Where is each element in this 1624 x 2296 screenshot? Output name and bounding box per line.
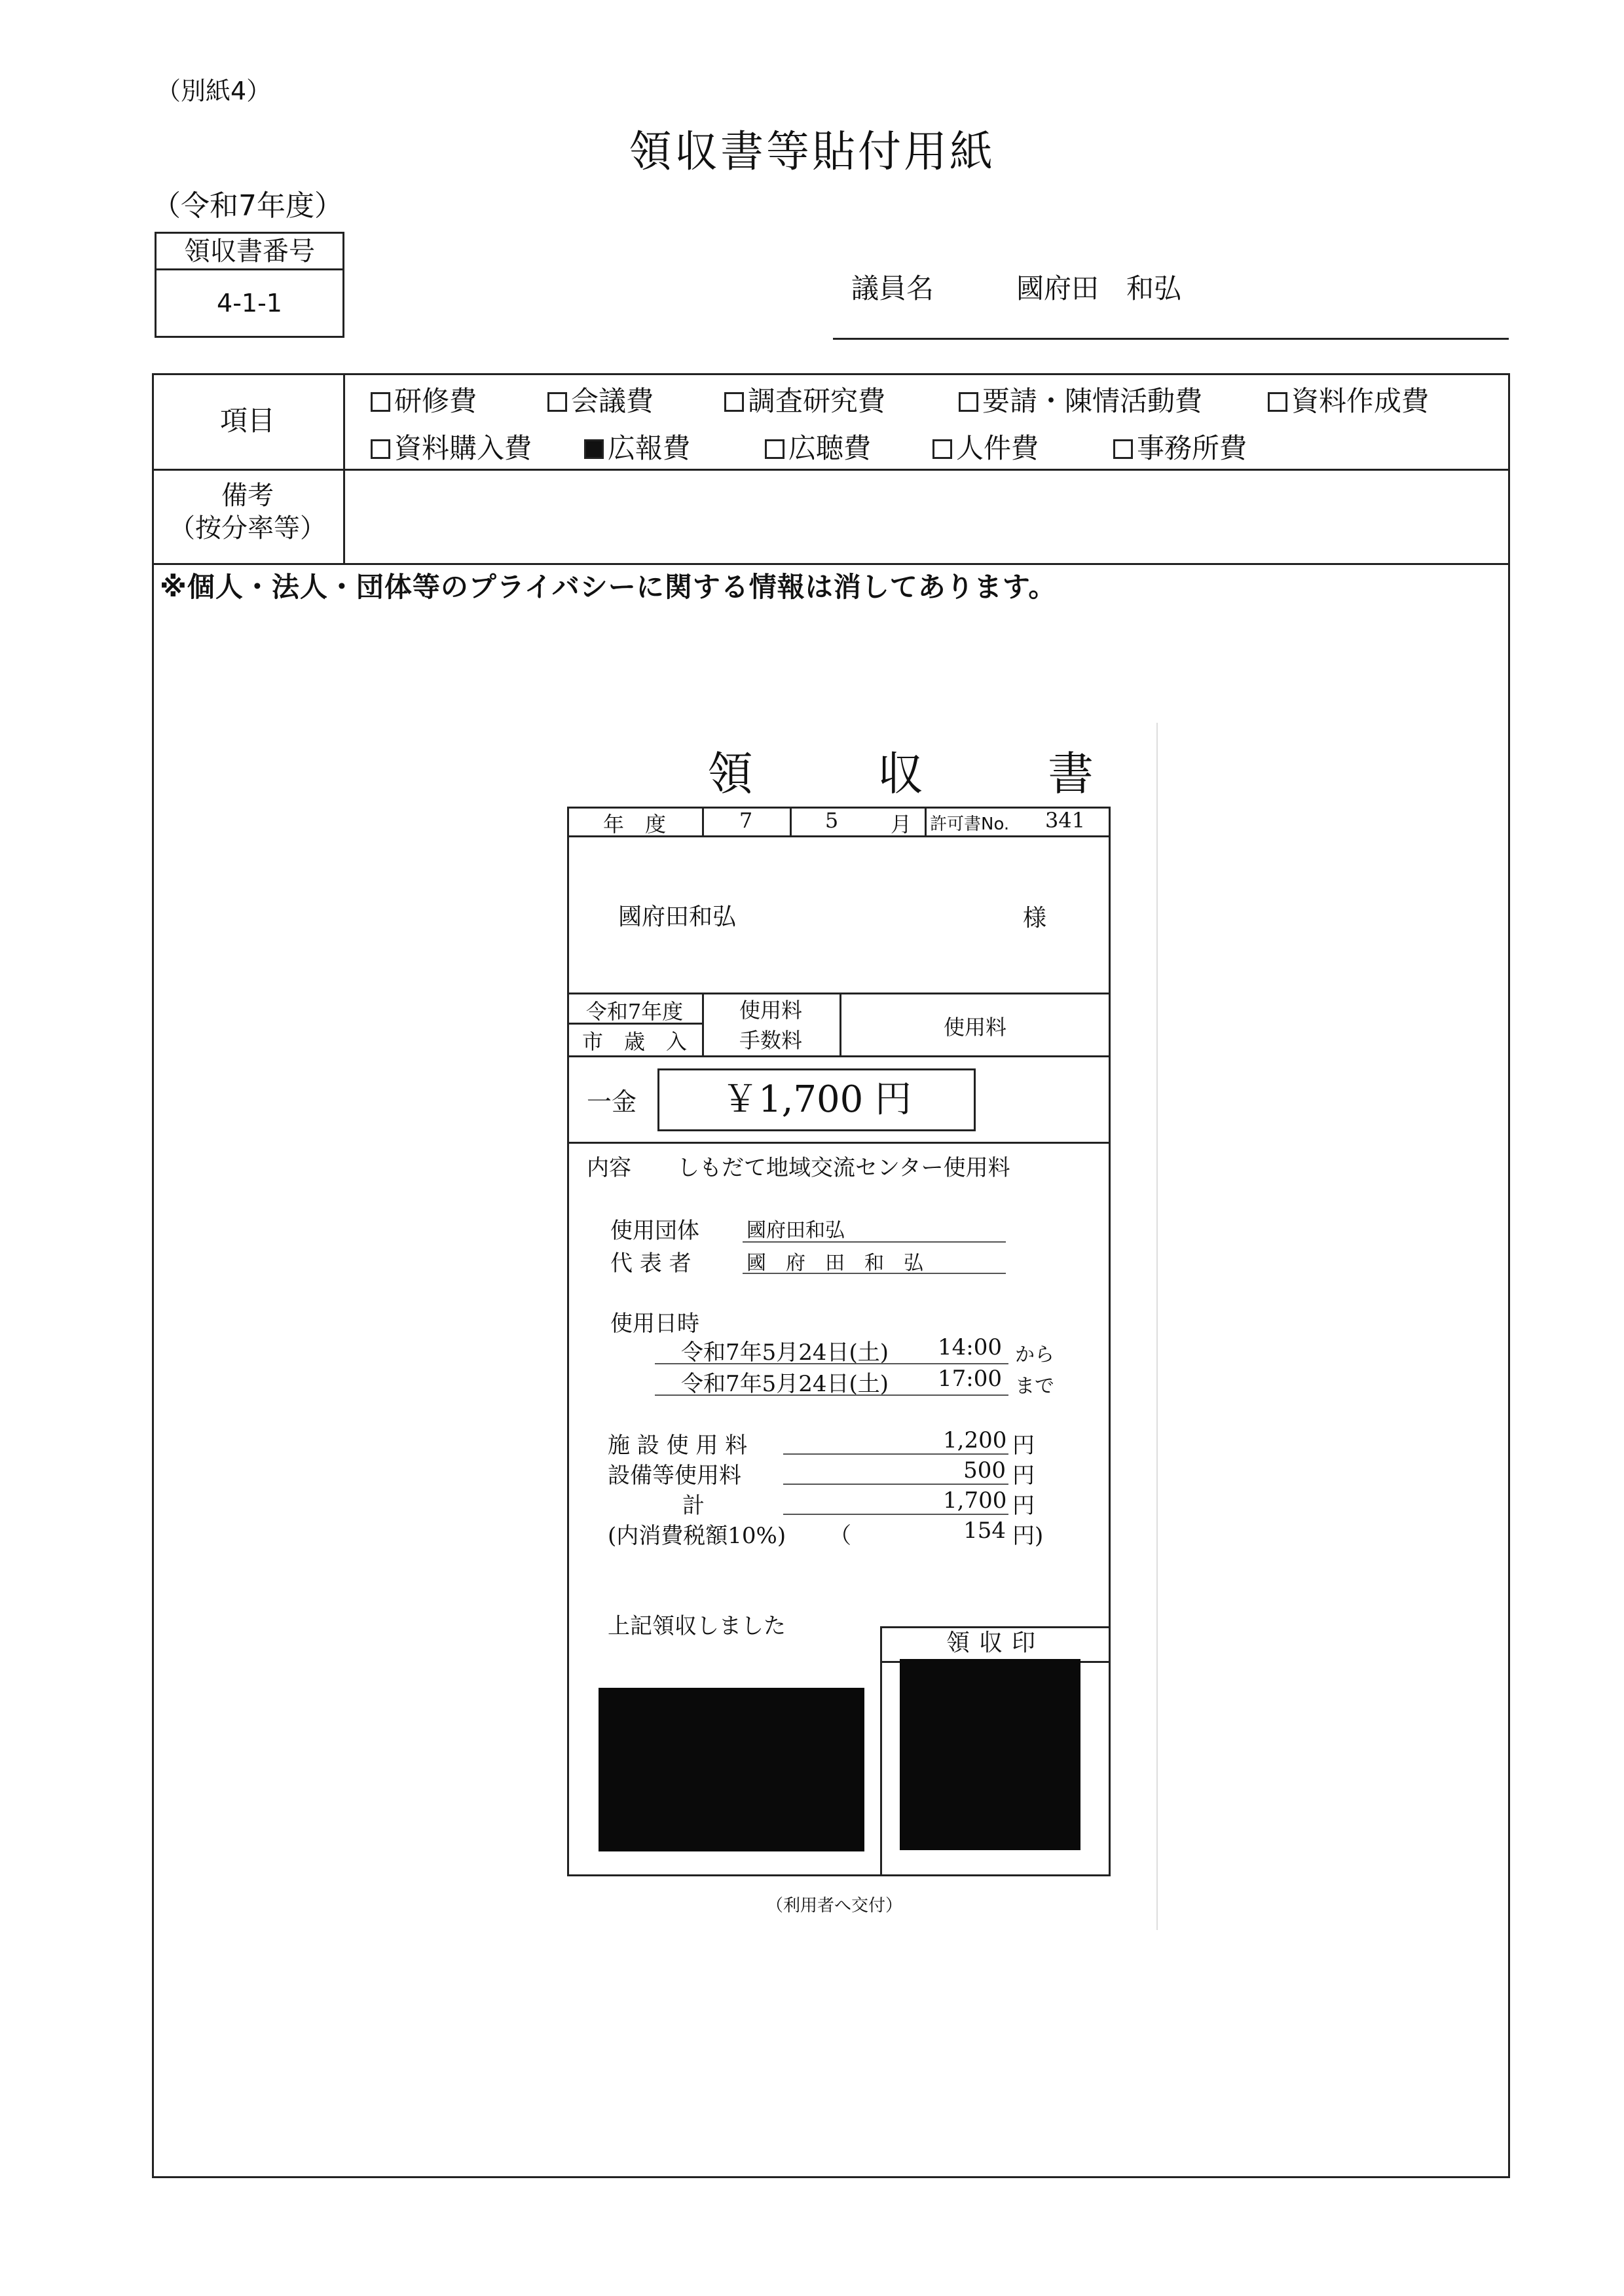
receipt-paper-edge <box>1156 723 1158 1930</box>
category-meeting[interactable]: 会議費 <box>547 380 654 419</box>
facility-fee-value: 1,200 <box>943 1427 1007 1453</box>
tax-close: 円) <box>1012 1523 1044 1549</box>
category-office[interactable]: 事務所費 <box>1113 427 1247 466</box>
stamp-label: 領収印 <box>880 1626 1111 1663</box>
checkbox-icon[interactable] <box>547 392 567 412</box>
honorific: 様 <box>1023 905 1047 932</box>
remarks-label <box>152 479 343 545</box>
receipt-number-value: 4-1-1 <box>217 289 282 318</box>
datetime-label: 使用日時 <box>610 1311 699 1337</box>
group-value: 國府田和弘 <box>747 1219 845 1242</box>
checkbox-icon[interactable] <box>932 439 952 459</box>
yen-unit: 円 <box>1012 1463 1035 1489</box>
redaction-block <box>599 1688 864 1851</box>
checkbox-icon[interactable] <box>959 392 978 412</box>
received-text: 上記領収しました <box>608 1613 786 1639</box>
yen-unit: 円 <box>1012 1493 1035 1519</box>
checked-checkbox-icon[interactable] <box>584 439 604 459</box>
member-name: 國府田 和弘 <box>1016 272 1182 304</box>
divider <box>152 563 1510 565</box>
category-research[interactable]: 調査研究費 <box>724 380 885 419</box>
content-value: しもだて地域交流センター使用料 <box>677 1155 1010 1181</box>
from-suffix: から <box>1015 1343 1054 1366</box>
remarks-label-line2: （按分率等） <box>169 513 326 543</box>
to-time: 17:00 <box>938 1366 1002 1392</box>
underline <box>655 1363 1008 1364</box>
appendix-label: （別紙4） <box>156 77 272 105</box>
privacy-note: ※個人・法人・団体等のプライバシーに関する情報は消してあります。 <box>160 571 1057 603</box>
underline <box>783 1453 1008 1455</box>
member-underline <box>833 338 1509 340</box>
revenue-year: 令和7年度 <box>585 999 684 1024</box>
fee-type-2: 手数料 <box>739 1028 802 1053</box>
receipt-number-box <box>155 232 344 338</box>
total-value: 1,700 <box>943 1487 1007 1514</box>
divider <box>567 1142 1111 1144</box>
underline <box>743 1241 1006 1243</box>
tax-value: 154 <box>963 1518 1006 1544</box>
equipment-fee-value: 500 <box>963 1457 1006 1484</box>
permit-number: 341 <box>1045 808 1086 833</box>
from-time: 14:00 <box>938 1334 1002 1360</box>
category-petition[interactable]: 要請・陳情活動費 <box>959 380 1202 419</box>
to-date: 令和7年5月24日(土) <box>681 1371 889 1397</box>
representative-value: 國 府 田 和 弘 <box>747 1252 923 1275</box>
from-date: 令和7年5月24日(土) <box>681 1339 889 1366</box>
revenue-type: 市 歳 入 <box>581 1029 687 1054</box>
category-publicity[interactable]: 広報費 <box>584 427 690 466</box>
year-label: 年 度 <box>602 812 666 837</box>
divider <box>925 807 927 835</box>
year-value: 7 <box>739 808 753 833</box>
receipt-number-label: 領収書番号 <box>157 234 342 270</box>
payee-name: 國府田和弘 <box>618 903 737 930</box>
representative-label: 代 表 者 <box>610 1250 692 1277</box>
fee-type-1: 使用料 <box>739 998 802 1023</box>
tax-open-paren: （ <box>829 1523 851 1549</box>
equipment-fee-label: 設備等使用料 <box>608 1463 741 1489</box>
month-label: 月 <box>890 812 912 837</box>
to-suffix: まで <box>1015 1375 1054 1398</box>
underline <box>783 1484 1008 1485</box>
member-label: 議員名 <box>851 272 934 304</box>
checkbox-icon[interactable] <box>765 439 784 459</box>
underline <box>783 1514 1008 1515</box>
category-training[interactable]: 研修費 <box>371 380 477 419</box>
yen-unit: 円 <box>1012 1432 1035 1459</box>
fiscal-year: （令和7年度） <box>152 189 343 223</box>
facility-fee-label: 施 設 使 用 料 <box>608 1432 748 1459</box>
total-label: 計 <box>682 1493 705 1519</box>
category-personnel[interactable]: 人件費 <box>932 427 1039 466</box>
item-label: 項目 <box>219 405 275 437</box>
permit-label: 許可書No. <box>930 814 1010 834</box>
underline <box>655 1394 1008 1396</box>
checkbox-icon[interactable] <box>371 439 390 459</box>
category-materials-creation[interactable]: 資料作成費 <box>1268 380 1429 419</box>
checkbox-icon[interactable] <box>1268 392 1287 412</box>
checkbox-icon[interactable] <box>724 392 744 412</box>
redaction-block <box>900 1659 1080 1850</box>
remarks-label-line1: 備考 <box>221 481 274 511</box>
fee-kind: 使用料 <box>943 1015 1006 1040</box>
month-value: 5 <box>824 808 839 833</box>
amount-value: ￥1,700 円 <box>657 1068 976 1131</box>
checkbox-icon[interactable] <box>371 392 390 412</box>
divider <box>567 1055 1111 1057</box>
group-label: 使用団体 <box>610 1218 699 1244</box>
receipt-footnote: （利用者へ交付） <box>766 1896 903 1916</box>
divider <box>343 373 345 563</box>
category-materials-purchase[interactable]: 資料購入費 <box>371 427 532 466</box>
page-title: 領収書等貼付用紙 <box>629 126 995 177</box>
checkbox-icon[interactable] <box>1113 439 1133 459</box>
divider <box>152 469 1510 471</box>
receipt-title: 領 収 書 <box>707 747 1133 801</box>
category-public-hearing[interactable]: 広聴費 <box>765 427 871 466</box>
tax-label: (内消費税額10%) <box>608 1523 786 1549</box>
underline <box>743 1273 1006 1274</box>
ikkin-label: 一金 <box>587 1087 637 1116</box>
content-label: 内容 <box>587 1155 631 1181</box>
divider <box>790 807 792 835</box>
